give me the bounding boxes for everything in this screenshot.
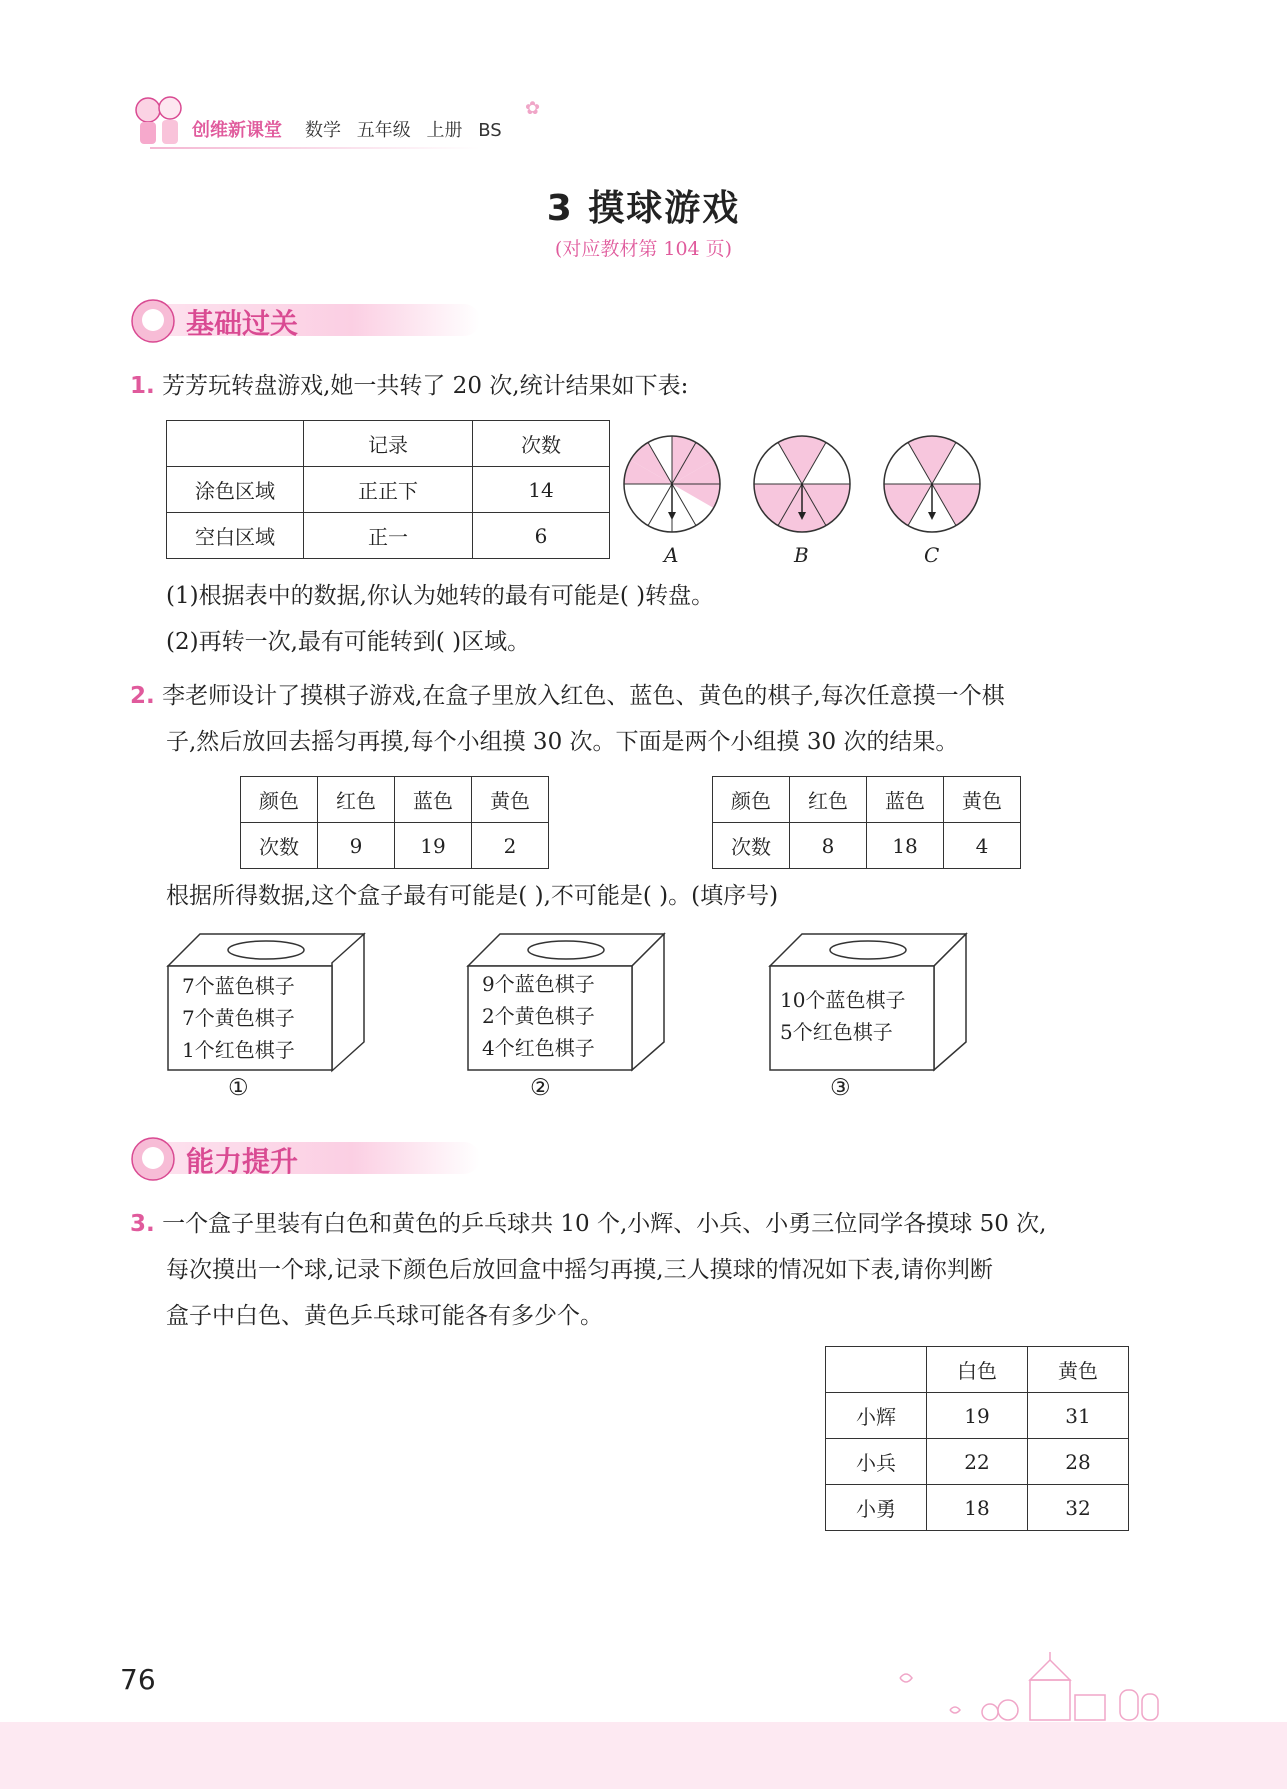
q2-line2: 子,然后放回去摇匀再摸,每个小组摸 30 次。下面是两个小组摸 30 次的结果。 bbox=[166, 729, 959, 755]
q2-t2-header: 红色 bbox=[790, 777, 867, 823]
spinner-b bbox=[754, 436, 850, 532]
box-1-id: ① bbox=[228, 1075, 249, 1101]
q2-t2-cell: 次数 bbox=[713, 823, 790, 869]
q3-cell: 小勇 bbox=[826, 1485, 927, 1531]
q2-t2-header: 颜色 bbox=[713, 777, 790, 823]
spinner-label-a: A bbox=[664, 543, 679, 567]
q2-text bbox=[130, 680, 1005, 713]
q1-sub2: (2)再转一次,最有可能转到( )区域。 bbox=[166, 629, 531, 655]
q2-prompt: 根据所得数据,这个盒子最有可能是( ),不可能是( )。(填序号) bbox=[166, 883, 779, 909]
q3-header: 黄色 bbox=[1028, 1347, 1129, 1393]
box-2-line: 4个红色棋子 bbox=[482, 1036, 595, 1060]
q1-row-count: 6 bbox=[473, 513, 610, 559]
q3-number: 3. bbox=[130, 1211, 155, 1237]
q1-number: 1. bbox=[130, 373, 155, 399]
q2-t2-cell: 8 bbox=[790, 823, 867, 869]
lesson-subtitle: (对应教材第 104 页) bbox=[554, 238, 733, 260]
q3-cell: 18 bbox=[927, 1485, 1028, 1531]
q2-t2-header: 黄色 bbox=[944, 777, 1021, 823]
box-2-contents bbox=[482, 968, 595, 1064]
q2-table-1 bbox=[240, 776, 549, 869]
castle-decoration-icon bbox=[880, 1650, 1180, 1725]
q2-t1-header: 颜色 bbox=[241, 777, 318, 823]
box-1-line: 7个蓝色棋子 bbox=[182, 974, 295, 998]
q3-header: 白色 bbox=[927, 1347, 1028, 1393]
q1-row-count: 14 bbox=[473, 467, 610, 513]
q2-table-2 bbox=[712, 776, 1021, 869]
section-mascot-icon bbox=[130, 1136, 176, 1182]
q3-cell: 19 bbox=[927, 1393, 1028, 1439]
q2-t1-cell: 9 bbox=[318, 823, 395, 869]
q1-table-header: 记录 bbox=[304, 421, 473, 467]
header-brand: 创维新课堂 bbox=[192, 120, 282, 141]
q2-t1-cell: 次数 bbox=[241, 823, 318, 869]
q3-cell: 31 bbox=[1028, 1393, 1129, 1439]
footer-band bbox=[0, 1722, 1287, 1789]
spinner-c bbox=[884, 436, 980, 532]
header-mascot-icon bbox=[128, 88, 190, 154]
spinner-label-b: B bbox=[794, 543, 809, 567]
q1-row-label: 空白区域 bbox=[167, 513, 304, 559]
header-subject: 数学 bbox=[305, 120, 341, 141]
butterfly-icon: ✿ bbox=[525, 98, 541, 119]
q3-cell: 小兵 bbox=[826, 1439, 927, 1485]
q1-stem: 芳芳玩转盘游戏,她一共转了 20 次,统计结果如下表: bbox=[162, 373, 689, 399]
q1-row-tally: 正一 bbox=[304, 513, 473, 559]
q3-header bbox=[826, 1347, 927, 1393]
q2-t1-cell: 19 bbox=[395, 823, 472, 869]
q2-number: 2. bbox=[130, 683, 155, 709]
header-volume: 上册 bbox=[426, 120, 463, 141]
q1-sub1: (1)根据表中的数据,你认为她转的最有可能是( )转盘。 bbox=[166, 583, 715, 609]
section-title-advanced: 能力提升 bbox=[186, 1145, 299, 1178]
box-2-line: 2个黄色棋子 bbox=[482, 1004, 595, 1028]
section-title-basic: 基础过关 bbox=[186, 307, 299, 340]
q1-table-header: 次数 bbox=[473, 421, 610, 467]
q2-line1: 李老师设计了摸棋子游戏,在盒子里放入红色、蓝色、黄色的棋子,每次任意摸一个棋 bbox=[162, 683, 1005, 709]
box-3-line: 10个蓝色棋子 bbox=[780, 988, 906, 1012]
q2-t1-header: 黄色 bbox=[472, 777, 549, 823]
q2-t1-header: 蓝色 bbox=[395, 777, 472, 823]
q3-text bbox=[130, 1208, 1046, 1241]
q2-t1-header: 红色 bbox=[318, 777, 395, 823]
box-1-line: 7个黄色棋子 bbox=[182, 1006, 295, 1030]
q3-cell: 22 bbox=[927, 1439, 1028, 1485]
header-grade: 五年级 bbox=[356, 120, 411, 141]
q3-line3: 盒子中白色、黄色乒乓球可能各有多少个。 bbox=[166, 1303, 603, 1329]
q3-table bbox=[825, 1346, 1129, 1531]
spinner-a bbox=[624, 436, 720, 532]
header-divider bbox=[150, 147, 480, 149]
section-banner-advanced bbox=[130, 1136, 490, 1178]
q2-t2-cell: 18 bbox=[867, 823, 944, 869]
q3-cell: 32 bbox=[1028, 1485, 1129, 1531]
box-3-contents bbox=[780, 984, 905, 1048]
q1-table-header bbox=[167, 421, 304, 467]
page-number: 76 bbox=[120, 1663, 156, 1696]
box-1-line: 1个红色棋子 bbox=[182, 1038, 295, 1062]
box-3-id: ③ bbox=[830, 1075, 851, 1101]
section-mascot-icon bbox=[130, 298, 176, 344]
box-3-line: 5个红色棋子 bbox=[780, 1020, 893, 1044]
box-1-contents bbox=[182, 970, 295, 1066]
q1-text bbox=[130, 370, 688, 403]
header-info bbox=[305, 116, 512, 142]
q2-t2-header: 蓝色 bbox=[867, 777, 944, 823]
q1-row-label: 涂色区域 bbox=[167, 467, 304, 513]
section-banner-basic bbox=[130, 298, 490, 340]
lesson-title: 3 摸球游戏 bbox=[546, 188, 741, 229]
q2-t2-cell: 4 bbox=[944, 823, 1021, 869]
q2-t1-cell: 2 bbox=[472, 823, 549, 869]
q3-line2: 每次摸出一个球,记录下颜色后放回盒中摇匀再摸,三人摸球的情况如下表,请你判断 bbox=[166, 1257, 993, 1283]
q1-table bbox=[166, 420, 610, 559]
spinner-label-c: C bbox=[924, 543, 940, 567]
box-2-id: ② bbox=[530, 1075, 551, 1101]
q3-cell: 28 bbox=[1028, 1439, 1129, 1485]
header-edition: BS bbox=[478, 120, 502, 141]
q1-row-tally: 正正下 bbox=[304, 467, 473, 513]
q3-line1: 一个盒子里装有白色和黄色的乒乓球共 10 个,小辉、小兵、小勇三位同学各摸球 50 次, bbox=[162, 1211, 1047, 1237]
box-2-line: 9个蓝色棋子 bbox=[482, 972, 595, 996]
q3-cell: 小辉 bbox=[826, 1393, 927, 1439]
